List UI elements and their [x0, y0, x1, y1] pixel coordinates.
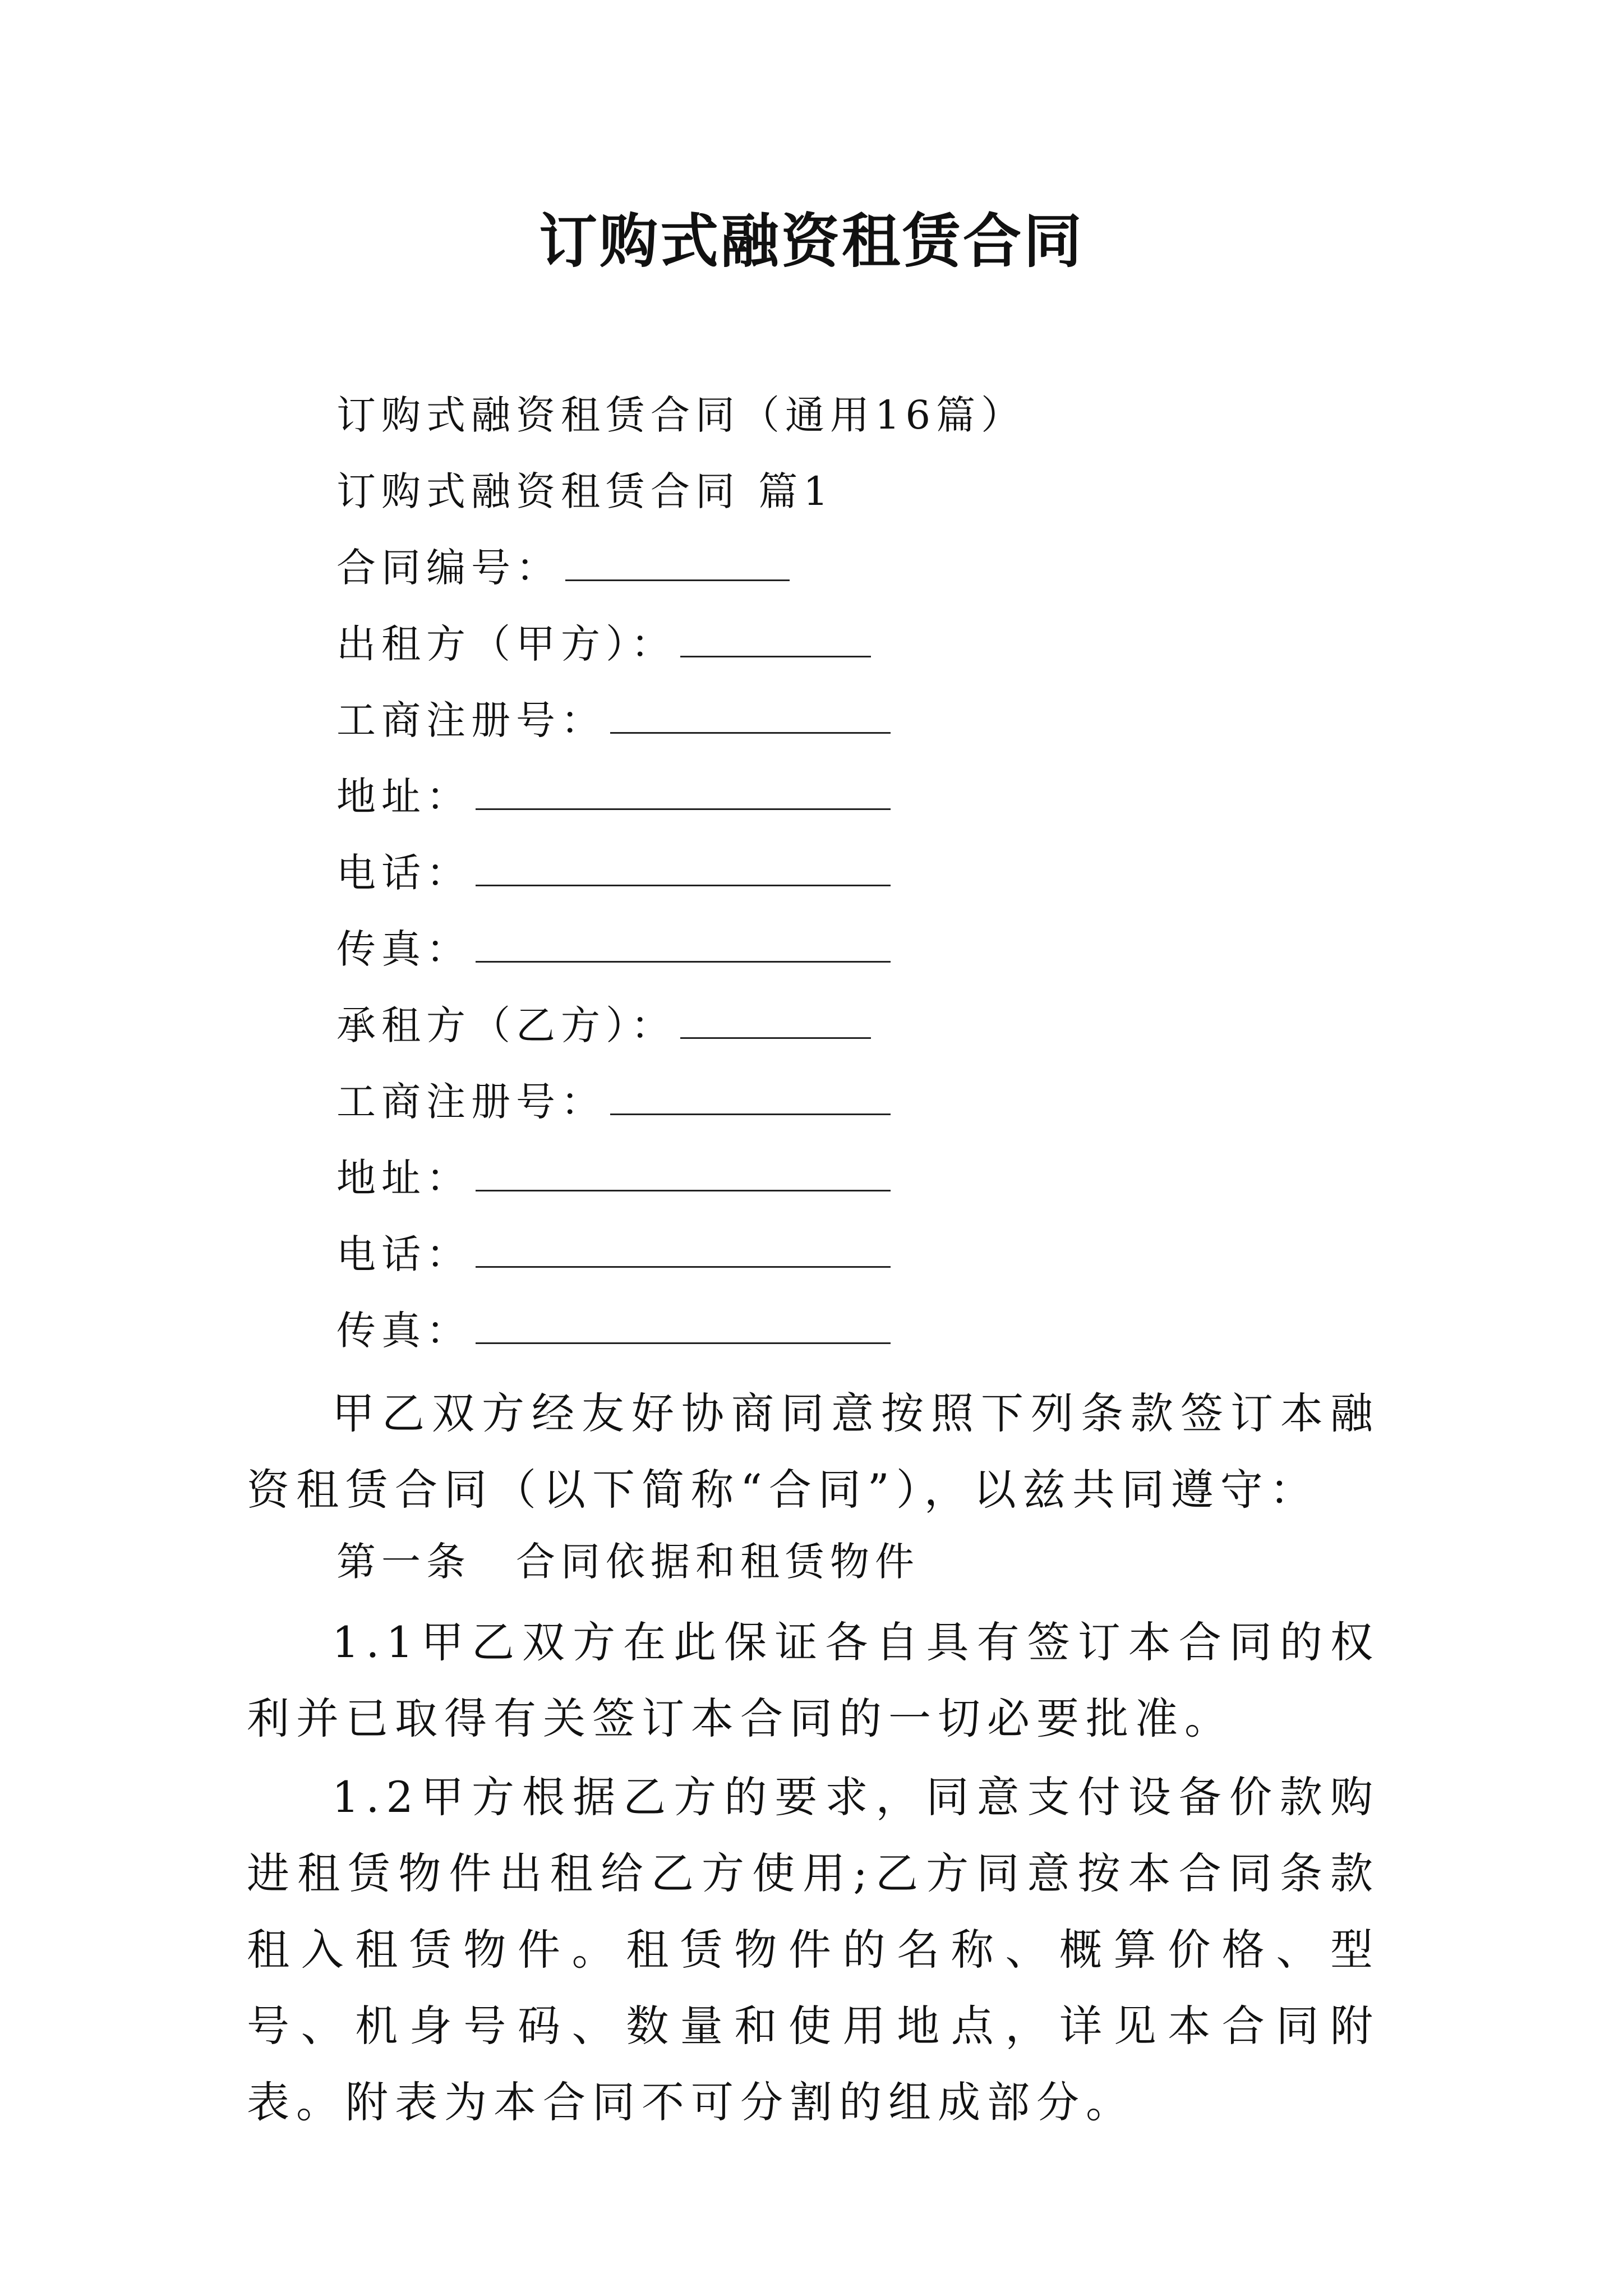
field-label: 地址： [336, 774, 471, 820]
part-heading: 订购式融资租赁合同 篇1 [336, 468, 834, 514]
blank-line[interactable] [476, 850, 891, 886]
field-lessor-phone [336, 845, 891, 901]
field-label: 地址： [336, 1155, 471, 1201]
field-label: 承租方（乙方）： [336, 1002, 676, 1048]
blank-line[interactable] [610, 697, 891, 734]
field-label: 电话： [336, 850, 471, 896]
blank-line[interactable] [680, 621, 871, 657]
blank-line[interactable] [476, 1308, 891, 1344]
blank-line[interactable] [610, 1079, 891, 1115]
field-lessor-address [336, 769, 891, 825]
blank-line[interactable] [476, 774, 891, 810]
field-label: 出租方（甲方）： [336, 621, 676, 667]
clause-1-1: 1.1甲乙双方在此保证各自具有签订本合同的权利并已取得有关签订本合同的一切必要批准。 [247, 1617, 1380, 1743]
subtitle: 订购式融资租赁合同（通用16篇） [336, 392, 1026, 438]
field-lessee-reg-number [336, 1074, 891, 1130]
blank-line[interactable] [476, 1231, 891, 1268]
field-lessor-fax [336, 921, 891, 977]
field-label: 传真： [336, 926, 471, 972]
field-label: 工商注册号： [336, 1079, 606, 1125]
blank-line[interactable] [476, 1155, 891, 1191]
field-label: 工商注册号： [336, 697, 606, 743]
blank-line[interactable] [680, 1002, 871, 1039]
field-contract-number [336, 540, 790, 596]
clause-1-2: 1.2甲方根据乙方的要求，同意支付设备价款购进租赁物件出租给乙方使用;乙方同意按本合同条款租入租赁物件。租赁物件的名称、概算价格、型号、机身号码、数量和使用地点，详见本合同附表。附表为本合同不可分割的组成部分。 [247, 1772, 1380, 2127]
field-lessor-reg-number [336, 692, 891, 748]
field-lessee-fax [336, 1303, 891, 1359]
field-label: 电话： [336, 1231, 471, 1277]
field-lessee-address [336, 1150, 891, 1206]
field-label: 传真： [336, 1308, 471, 1354]
article-1-heading: 第一条 合同依据和租赁物件 [336, 1539, 920, 1585]
blank-line[interactable] [476, 926, 891, 963]
field-label: 合同编号： [336, 545, 561, 591]
field-lessor [336, 616, 871, 672]
intro-paragraph: 甲乙双方经友好协商同意按照下列条款签订本融资租赁合同（以下简称“合同”），以兹共同遵守： [247, 1388, 1380, 1515]
blank-line[interactable] [565, 545, 790, 581]
field-lessee-phone [336, 1226, 891, 1282]
field-lessee [336, 997, 871, 1053]
page-title: 订购式融资租赁合同 [538, 207, 1084, 275]
